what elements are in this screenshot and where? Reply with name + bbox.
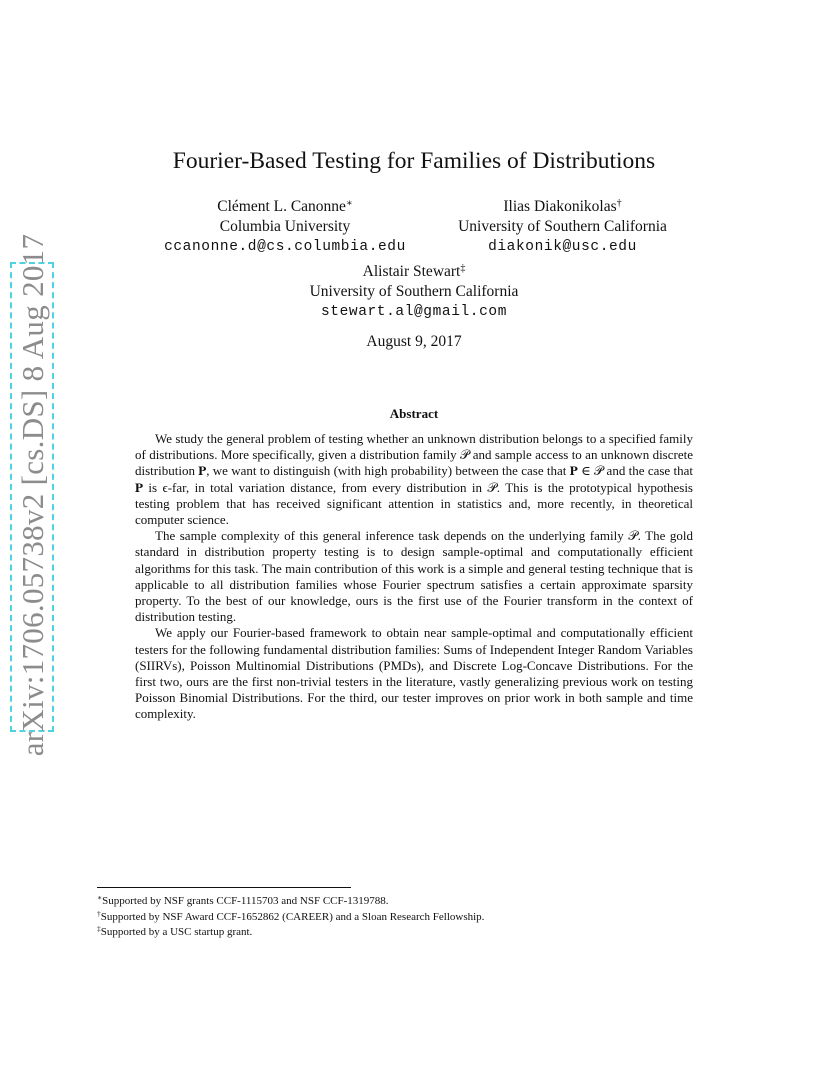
author-name: Ilias Diakonikolas bbox=[503, 198, 617, 215]
footnote bbox=[97, 894, 737, 910]
author-name-line bbox=[440, 197, 685, 217]
abstract-body bbox=[135, 431, 693, 723]
footnote-text: Supported by NSF Award CCF-1652862 (CAREER) and a Sloan Research Fellowship. bbox=[100, 910, 485, 923]
author-block bbox=[280, 262, 548, 322]
footnote-text: Supported by a USC startup grant. bbox=[100, 926, 253, 938]
arxiv-stamp: arXiv:1706.05738v2 [cs.DS] 8 Aug 2017 bbox=[15, 233, 50, 757]
author-footnote-mark: † bbox=[616, 198, 622, 209]
author-affiliation: University of Southern California bbox=[309, 283, 519, 300]
author-email: stewart.al@gmail.com bbox=[320, 304, 508, 320]
author-name: Alistair Stewart bbox=[362, 263, 461, 280]
footnote bbox=[97, 910, 737, 926]
author-name: Clément L. Canonne bbox=[217, 198, 346, 215]
footnote-mark: † bbox=[97, 908, 101, 918]
author-footnote-mark: ‡ bbox=[460, 263, 466, 274]
footnote-mark: ‡ bbox=[97, 924, 101, 933]
author-affiliation: Columbia University bbox=[219, 218, 351, 235]
footnote bbox=[97, 925, 737, 941]
author-footnote-mark: ∗ bbox=[345, 198, 353, 209]
abstract-paragraph: The sample complexity of this general inference task depends on the underlying family 𝒫. The gold standard in distribution property testing is to design sample-optimal and computationally efficient algorithms for this task. The main contribution of this work is a simple and general testing technique that is applicable to all distribution families whose Fourier spectrum satisfies a certain approximate sparsity property. To the best of our knowledge, ours is the first use of the Fourier transform in the context of distribution testing. bbox=[135, 528, 693, 625]
footnote-mark: ∗ bbox=[97, 893, 103, 902]
author-name-line bbox=[150, 197, 420, 217]
author-email: diakonik@usc.edu bbox=[488, 239, 637, 255]
author-email: ccanonne.d@cs.columbia.edu bbox=[164, 239, 406, 255]
footnote-rule bbox=[97, 887, 351, 888]
paper-title: Fourier-Based Testing for Families of Distributions bbox=[172, 148, 656, 174]
author-block bbox=[440, 197, 685, 257]
footnotes bbox=[97, 894, 737, 941]
author-affiliation: University of Southern California bbox=[458, 218, 667, 235]
abstract-heading: Abstract bbox=[389, 406, 439, 421]
author-name-line bbox=[280, 262, 548, 282]
footnote-text: Supported by NSF grants CCF-1115703 and NSF CCF-1319788. bbox=[102, 895, 389, 907]
paper-date: August 9, 2017 bbox=[366, 333, 462, 350]
abstract-paragraph: We study the general problem of testing whether an unknown distribution belongs to a specified family of distributions. More specifically, given a distribution family 𝒫 and sample access to an unknown discrete distribution 𝐏, we want to distinguish (with high probability) between the case that 𝐏 ∈ 𝒫 and the case that 𝐏 is ϵ-far, in total variation distance, from every distribution in 𝒫. This is the prototypical hypothesis testing problem that has received significant attention in statistics and, more recently, in theoretical computer science. bbox=[135, 431, 693, 528]
abstract-paragraph: We apply our Fourier-based framework to obtain near sample-optimal and computationally efficient testers for the following fundamental distribution families: Sums of Independent Integer Random Variables (SIIRVs), Poisson Multinomial Distributions (PMDs), and Discrete Log-Concave Distributions. For the first two, ours are the first non-trivial testers in the literature, vastly generalizing previous work on testing Poisson Binomial Distributions. For the third, our tester improves on prior work in both sample and time complexity. bbox=[135, 625, 693, 722]
author-block bbox=[150, 197, 420, 257]
